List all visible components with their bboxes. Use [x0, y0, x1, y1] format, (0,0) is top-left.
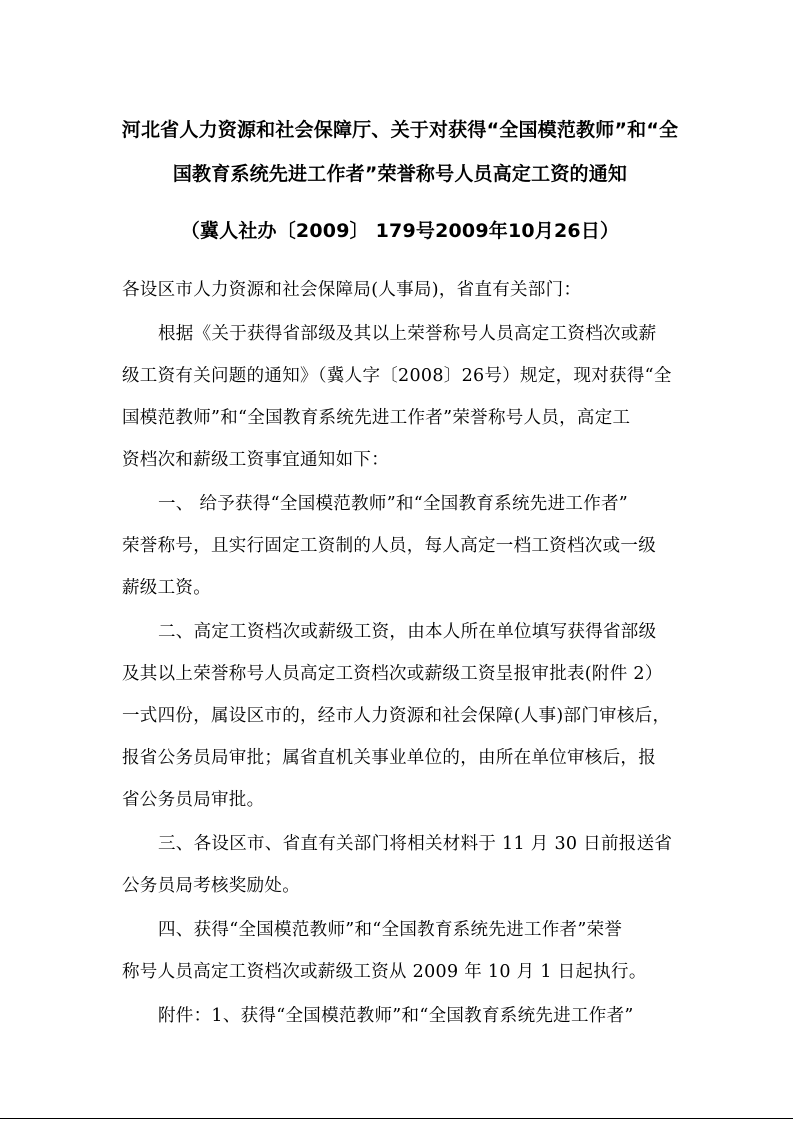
item-2-line: 省公务员局审批。	[122, 790, 265, 810]
item-4-line: 称号人员高定工资档次或薪级工资从 2009 年 10 月 1 日起执行。	[122, 962, 647, 982]
document-number: （冀人社办〔2009〕 179号2009年10月26日）	[180, 220, 620, 242]
attachment-line: 附件：1、获得“全国模范教师”和“全国教育系统先进工作者”	[158, 1006, 634, 1026]
item-1-line: 荣誉称号，且实行固定工资制的人员，每人高定一档工资档次或一级	[122, 536, 656, 556]
document-title-line-1: 河北省人力资源和社会保障厅、关于对获得“全国模范教师”和“全	[121, 119, 679, 141]
item-3-line: 三、各设区市、省直有关部门将相关材料于 11 月 30 日前报送省	[158, 834, 673, 854]
item-2-line: 一式四份，属设区市的，经市人力资源和社会保障(人事)部门审核后，	[122, 706, 671, 726]
page-bottom-divider	[0, 1118, 793, 1119]
paragraph-line: 资档次和薪级工资事宜通知如下：	[122, 450, 389, 470]
item-1-line: 薪级工资。	[122, 578, 211, 598]
item-2-line: 二、高定工资档次或薪级工资，由本人所在单位填写获得省部级	[158, 622, 657, 642]
paragraph-line: 根据《关于获得省部级及其以上荣誉称号人员高定工资档次或薪	[158, 324, 657, 344]
item-2-line: 及其以上荣誉称号人员高定工资档次或薪级工资呈报审批表(附件 2）	[122, 664, 663, 684]
paragraph-line: 国模范教师”和“全国教育系统先进工作者”荣誉称号人员，高定工	[122, 408, 631, 428]
item-4-line: 四、获得“全国模范教师”和“全国教育系统先进工作者”荣誉	[158, 920, 623, 940]
document-title-line-2: 国教育系统先进工作者”荣誉称号人员高定工资的通知	[172, 163, 628, 185]
item-3-line: 公务员局考核奖励处。	[122, 876, 300, 896]
paragraph-line: 级工资有关问题的通知》（冀人字〔2008〕26号）规定，现对获得“全	[122, 366, 672, 386]
item-2-line: 报省公务员局审批；属省直机关事业单位的，由所在单位审核后，报	[122, 748, 656, 768]
salutation: 各设区市人力资源和社会保障局(人事局)，省直有关部门：	[122, 280, 582, 300]
item-1-line: 一、 给予获得“全国模范教师”和“全国教育系统先进工作者”	[158, 494, 629, 514]
